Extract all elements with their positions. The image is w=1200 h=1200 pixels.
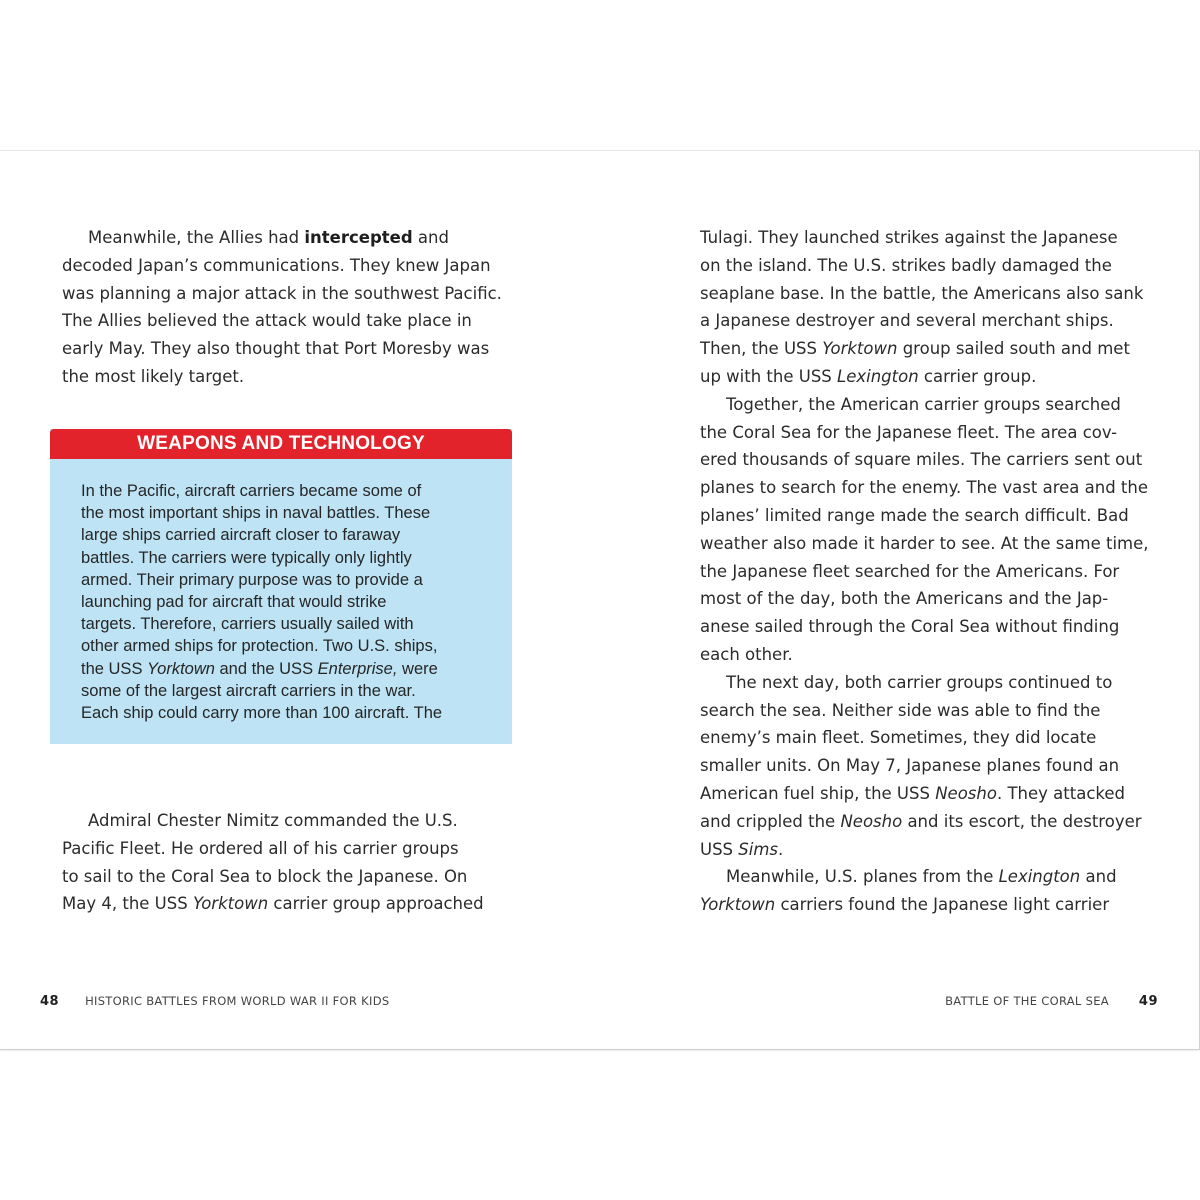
text-line: large ships carried aircraft closer to faraway bbox=[81, 526, 401, 545]
page-number: 48 bbox=[40, 994, 60, 1009]
running-head: BATTLE OF THE CORAL SEA bbox=[945, 994, 1109, 1008]
left-intro-paragraph bbox=[62, 224, 502, 391]
right-page-text bbox=[700, 224, 1149, 919]
text-line: USS Sims. bbox=[700, 839, 784, 859]
text-line: seaplane base. In the battle, the Americans also sank bbox=[700, 283, 1144, 303]
text-line: the most important ships in naval battles. These bbox=[81, 504, 431, 523]
text-line: the USS Yorktown and the USS Enterprise, were bbox=[81, 659, 438, 678]
text-line: Tulagi. They launched strikes against the Japanese bbox=[700, 228, 1118, 247]
sidebar-title: WEAPONS AND TECHNOLOGY bbox=[50, 429, 512, 459]
text-line: Meanwhile, U.S. planes from the Lexington and bbox=[726, 867, 1117, 887]
text-line: was planning a major attack in the southwest Pacific. bbox=[62, 283, 502, 303]
text-line: and crippled the Neosho and its escort, the destroyer bbox=[700, 811, 1142, 831]
text-line: a Japanese destroyer and several merchant ships. bbox=[700, 311, 1114, 331]
weapons-technology-sidebar bbox=[50, 429, 512, 744]
text-line: Together, the American carrier groups searched bbox=[726, 394, 1121, 414]
text-line: Admiral Chester Nimitz commanded the U.S. bbox=[88, 811, 458, 830]
text-line: to sail to the Coral Sea to block the Japanese. On bbox=[62, 866, 468, 886]
text-line: American fuel ship, the USS Neosho. They attacked bbox=[700, 783, 1125, 803]
running-head: HISTORIC BATTLES FROM WORLD WAR II FOR KIDS bbox=[85, 994, 390, 1008]
text-line: the most likely target. bbox=[62, 366, 245, 386]
text-line: enemy’s main fleet. Sometimes, they did locate bbox=[700, 728, 1097, 748]
text-line: Pacific Fleet. He ordered all of his carrier groups bbox=[62, 838, 459, 858]
text-line: The Allies believed the attack would take place in bbox=[62, 311, 472, 331]
text-line: weather also made it harder to see. At the same time, bbox=[700, 533, 1149, 553]
bold-term: intercepted bbox=[304, 228, 413, 247]
text-line: up with the USS Lexington carrier group. bbox=[700, 366, 1037, 386]
left-nimitz-paragraph bbox=[62, 807, 484, 918]
text-line: each other. bbox=[700, 644, 793, 664]
sidebar-text bbox=[81, 480, 442, 724]
text-line: The next day, both carrier groups continued to bbox=[726, 672, 1113, 692]
text-line: May 4, the USS Yorktown carrier group approached bbox=[62, 894, 484, 914]
text-line: some of the largest aircraft carriers in the war. bbox=[81, 681, 416, 700]
text-line: planes’ limited range made the search difficult. Bad bbox=[700, 505, 1129, 525]
text-line: ered thousands of square miles. The carriers sent out bbox=[700, 450, 1143, 470]
text-line: Then, the USS Yorktown group sailed south and met bbox=[700, 339, 1130, 359]
text-line: Each ship could carry more than 100 aircraft. The bbox=[81, 704, 443, 723]
text-line: armed. Their primary purpose was to provide a bbox=[81, 570, 423, 589]
text-line: Meanwhile, the Allies had intercepted and bbox=[88, 228, 449, 247]
text-line: early May. They also thought that Port Moresby was bbox=[62, 339, 490, 359]
left-folio bbox=[40, 994, 389, 1009]
text-line: battles. The carriers were typically only lightly bbox=[81, 548, 412, 567]
text-line: the Coral Sea for the Japanese fleet. The area cov- bbox=[700, 422, 1118, 442]
page-number: 49 bbox=[1138, 994, 1158, 1009]
text-line: anese sailed through the Coral Sea without finding bbox=[700, 617, 1120, 637]
text-line: smaller units. On May 7, Japanese planes found an bbox=[700, 756, 1120, 776]
text-line: decoded Japan’s communications. They knew Japan bbox=[62, 255, 491, 275]
text-line: the Japanese fleet searched for the Americans. For bbox=[700, 561, 1120, 581]
text-line: most of the day, both the Americans and the Jap- bbox=[700, 589, 1109, 609]
text-line: search the sea. Neither side was able to find the bbox=[700, 700, 1101, 720]
text-line: In the Pacific, aircraft carriers became some of bbox=[81, 482, 422, 500]
text-line: other armed ships for protection. Two U.S. ships, bbox=[81, 637, 438, 656]
right-folio bbox=[945, 994, 1158, 1009]
text-line: on the island. The U.S. strikes badly damaged the bbox=[700, 255, 1112, 275]
text-line: Yorktown carriers found the Japanese light carrier bbox=[700, 895, 1110, 915]
text-line: planes to search for the enemy. The vast area and the bbox=[700, 478, 1148, 498]
text-line: targets. Therefore, carriers usually sailed with bbox=[81, 615, 414, 634]
text-line: launching pad for aircraft that would strike bbox=[81, 593, 387, 612]
